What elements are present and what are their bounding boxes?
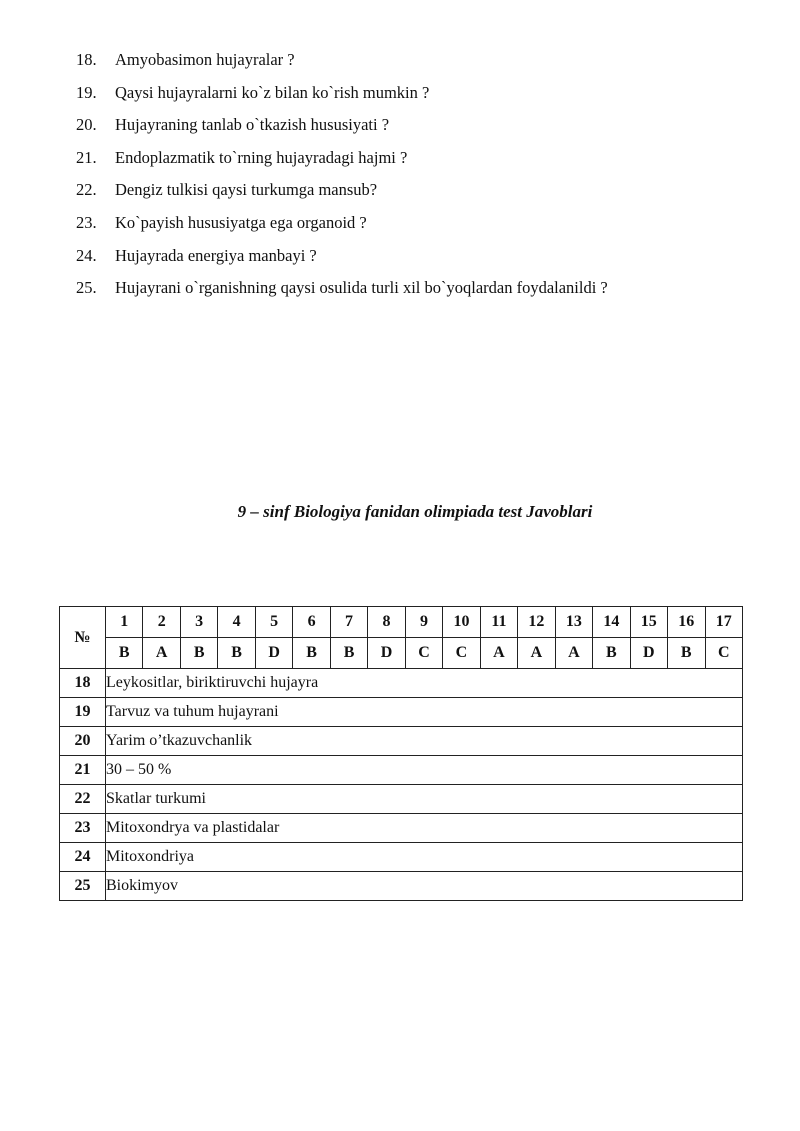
answer-letter-cell: B — [593, 638, 630, 669]
question-number-cell: 5 — [255, 607, 292, 638]
answer-text-row — [60, 785, 743, 814]
answer-text-row — [60, 756, 743, 785]
answer-text-row — [60, 872, 743, 901]
answer-row-text: Biokimyov — [106, 872, 743, 901]
question-number: 21. — [76, 147, 97, 167]
answer-numbers-row — [60, 607, 743, 638]
answer-text-row — [60, 843, 743, 872]
answer-letter-cell: C — [405, 638, 442, 669]
answer-row-text: Yarim o’tkazuvchanlik — [106, 727, 743, 756]
question-number-cell: 6 — [293, 607, 330, 638]
question-number: 22. — [76, 180, 97, 200]
answer-letter-cell: B — [106, 638, 143, 669]
answer-row-number: 23 — [60, 814, 106, 843]
answer-row-text: Mitoxondrya va plastidalar — [106, 814, 743, 843]
answer-row-number: 20 — [60, 727, 106, 756]
question-text: Hujayrani o`rganishning qaysi osulida turli xil bo`yoqlardan foydalanildi ? — [115, 278, 608, 298]
question-number-cell: 9 — [405, 607, 442, 638]
question-item — [76, 47, 608, 80]
question-number-cell: 15 — [630, 607, 667, 638]
answer-letter-cell: B — [330, 638, 367, 669]
question-number-cell: 10 — [443, 607, 480, 638]
answer-row-number: 19 — [60, 698, 106, 727]
question-number-cell: 7 — [330, 607, 367, 638]
answer-text-row — [60, 727, 743, 756]
question-number-cell: 3 — [180, 607, 217, 638]
question-number: 24. — [76, 245, 97, 265]
question-number: 20. — [76, 115, 97, 135]
answer-letter-cell: D — [368, 638, 405, 669]
answer-text-row — [60, 669, 743, 698]
answers-table — [59, 606, 743, 901]
question-text: Ko`payish hususiyatga ega organoid ? — [115, 212, 367, 232]
answer-row-number: 21 — [60, 756, 106, 785]
answer-letter-cell: C — [443, 638, 480, 669]
number-sign-header: № — [60, 607, 106, 669]
question-text: Dengiz tulkisi qaysi turkumga mansub? — [115, 180, 378, 200]
question-list — [76, 47, 608, 308]
answer-row-text: Skatlar turkumi — [106, 785, 743, 814]
answer-letter-cell: B — [218, 638, 255, 669]
answer-letter-cell: D — [255, 638, 292, 669]
answer-letter-cell: D — [630, 638, 667, 669]
answer-letter-cell: B — [293, 638, 330, 669]
answer-row-text: Mitoxondriya — [106, 843, 743, 872]
question-item — [76, 243, 608, 276]
answers-title: 9 – sinf Biologiya fanidan olimpiada test Javoblari — [237, 502, 593, 521]
question-number-cell: 14 — [593, 607, 630, 638]
question-number-cell: 16 — [668, 607, 705, 638]
answer-letter-cell: B — [180, 638, 217, 669]
question-item — [76, 177, 608, 210]
answer-letter-cell: C — [705, 638, 743, 669]
answer-letter-cell: A — [518, 638, 555, 669]
answer-row-number: 24 — [60, 843, 106, 872]
answer-row-text: Tarvuz va tuhum hujayrani — [106, 698, 743, 727]
answer-row-number: 18 — [60, 669, 106, 698]
question-number: 25. — [76, 278, 97, 298]
question-number: 19. — [76, 82, 97, 102]
question-number-cell: 4 — [218, 607, 255, 638]
question-text: Qaysi hujayralarni ko`z bilan ko`rish mumkin ? — [115, 82, 430, 102]
question-number-cell: 12 — [518, 607, 555, 638]
question-number-cell: 13 — [555, 607, 592, 638]
answer-text-row — [60, 814, 743, 843]
question-text: Hujayrada energiya manbayi ? — [115, 245, 317, 265]
question-item — [76, 145, 608, 178]
answer-row-text: 30 – 50 % — [106, 756, 743, 785]
question-text: Endoplazmatik to`rning hujayradagi hajmi ? — [115, 147, 408, 167]
question-number-cell: 17 — [705, 607, 743, 638]
answer-row-number: 22 — [60, 785, 106, 814]
answer-letter-cell: B — [668, 638, 705, 669]
question-text: Hujayraning tanlab o`tkazish hususiyati ? — [115, 115, 390, 135]
answer-letters-row — [60, 638, 743, 669]
question-number: 23. — [76, 212, 97, 232]
question-item — [76, 112, 608, 145]
question-number-cell: 11 — [480, 607, 517, 638]
question-number: 18. — [76, 50, 97, 69]
question-item — [76, 80, 608, 113]
answer-row-number: 25 — [60, 872, 106, 901]
question-item — [76, 275, 608, 308]
question-text: Amyobasimon hujayralar ? — [115, 50, 295, 69]
answer-letter-cell: A — [555, 638, 592, 669]
answer-row-text: Leykositlar, biriktiruvchi hujayra — [106, 669, 743, 698]
question-item — [76, 210, 608, 243]
answer-letter-cell: A — [480, 638, 517, 669]
question-number-cell: 8 — [368, 607, 405, 638]
question-number-cell: 1 — [106, 607, 143, 638]
answer-text-row — [60, 698, 743, 727]
question-number-cell: 2 — [143, 607, 180, 638]
answer-letter-cell: A — [143, 638, 180, 669]
